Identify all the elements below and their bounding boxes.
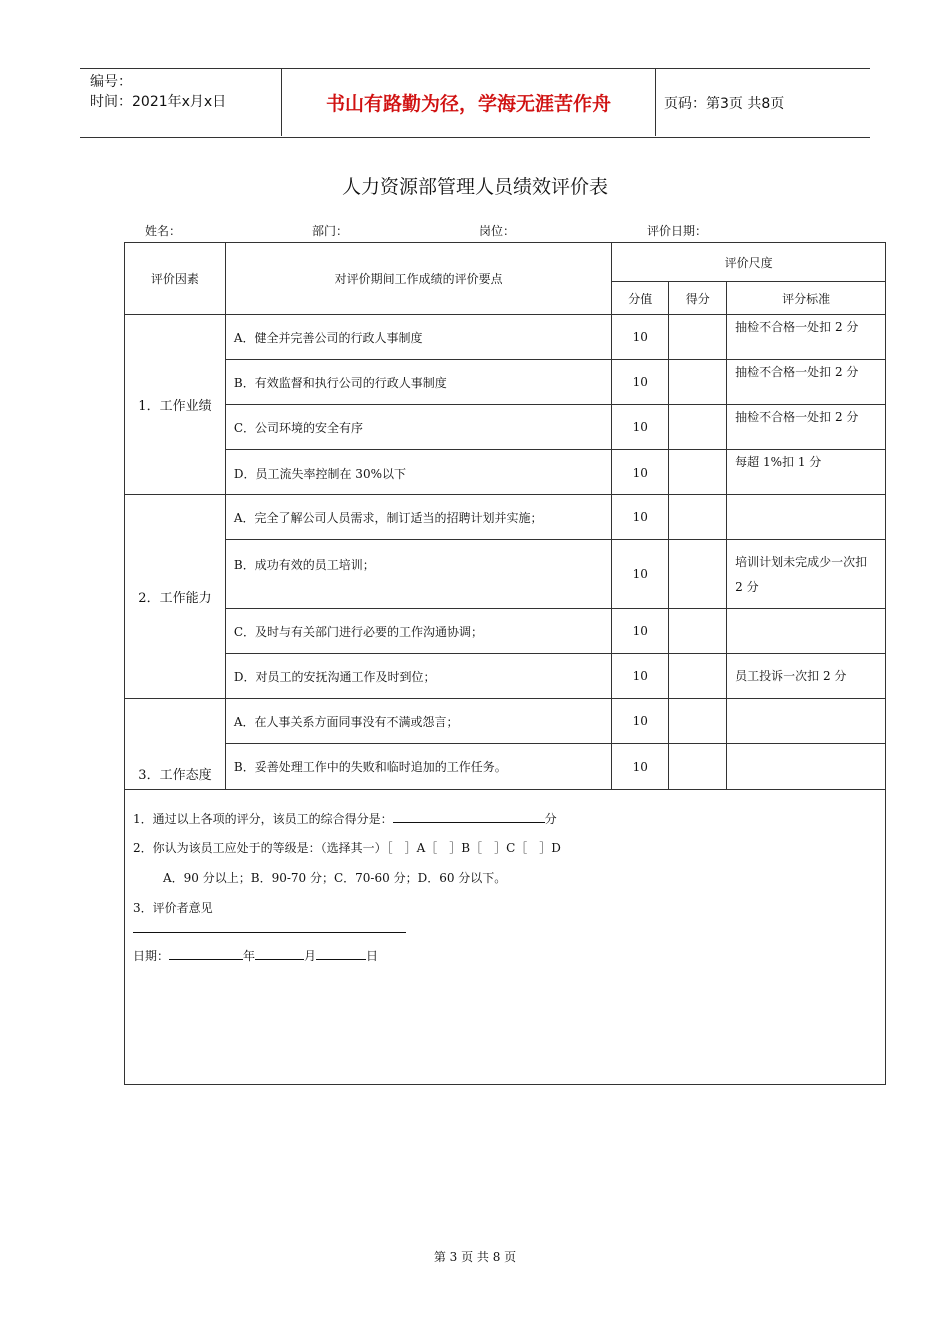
factor-cell: 2．工作能力 bbox=[125, 495, 226, 699]
score-cell: 10 bbox=[612, 360, 669, 405]
header-page-label: 页码：第3页 共8页 bbox=[664, 96, 785, 112]
point-cell: B．妥善处理工作中的失败和临时追加的工作任务。 bbox=[225, 744, 611, 790]
score-cell: 10 bbox=[612, 540, 669, 609]
year-label: 年 bbox=[243, 949, 256, 963]
point-cell: D．员工流失率控制在 30%以下 bbox=[225, 450, 611, 495]
summary-box bbox=[125, 790, 886, 1085]
header-factor: 评价因素 bbox=[125, 243, 226, 315]
got-cell[interactable] bbox=[669, 360, 727, 405]
table-row bbox=[125, 450, 886, 495]
got-cell[interactable] bbox=[669, 405, 727, 450]
point-cell: A．完全了解公司人员需求，制订适当的招聘计划并实施； bbox=[225, 495, 611, 540]
opinion-field[interactable] bbox=[133, 928, 406, 933]
day-field[interactable] bbox=[316, 945, 366, 960]
score-cell: 10 bbox=[612, 495, 669, 540]
q1-suffix: 分 bbox=[544, 812, 557, 826]
got-cell[interactable] bbox=[669, 744, 727, 790]
point-cell: C．及时与有关部门进行必要的工作沟通协调； bbox=[225, 609, 611, 654]
got-cell[interactable] bbox=[669, 495, 727, 540]
page-footer: 第 3 页 共 8 页 bbox=[433, 1250, 517, 1264]
score-cell: 10 bbox=[612, 609, 669, 654]
header-scale: 评价尺度 bbox=[612, 243, 886, 282]
point-cell: C．公司环境的安全有序 bbox=[225, 405, 611, 450]
table-row bbox=[125, 744, 886, 790]
table-row bbox=[125, 609, 886, 654]
day-label: 日 bbox=[366, 949, 379, 963]
summary-date bbox=[133, 945, 877, 975]
dept-label: 部门： bbox=[312, 224, 349, 238]
got-cell[interactable] bbox=[669, 654, 727, 699]
summary-q3: 3．评价者意见 bbox=[133, 901, 213, 915]
table-row bbox=[125, 699, 886, 744]
summary-q1 bbox=[133, 808, 877, 838]
header-meta bbox=[90, 72, 226, 112]
standard-cell: 抽检不合格一处扣 2 分 bbox=[727, 405, 886, 450]
name-label: 姓名： bbox=[145, 224, 182, 238]
year-field[interactable] bbox=[169, 945, 243, 960]
standard-cell: 抽检不合格一处扣 2 分 bbox=[727, 360, 886, 405]
standard-cell: 抽检不合格一处扣 2 分 bbox=[727, 315, 886, 360]
standard-cell: 员工投诉一次扣 2 分 bbox=[727, 654, 886, 699]
factor-cell: 1．工作业绩 bbox=[125, 315, 226, 495]
score-cell: 10 bbox=[612, 654, 669, 699]
got-cell[interactable] bbox=[669, 450, 727, 495]
got-cell[interactable] bbox=[669, 315, 727, 360]
point-cell: A．健全并完善公司的行政人事制度 bbox=[225, 315, 611, 360]
point-cell: D．对员工的安抚沟通工作及时到位； bbox=[225, 654, 611, 699]
standard-cell: 每超 1%扣 1 分 bbox=[727, 450, 886, 495]
summary-q2-options: A．90 分以上；B．90-70 分；C．70-60 分；D．60 分以下。 bbox=[163, 871, 507, 885]
post-label: 岗位： bbox=[479, 224, 516, 238]
header-divider bbox=[655, 68, 656, 136]
got-cell[interactable] bbox=[669, 609, 727, 654]
header-got: 得分 bbox=[669, 282, 727, 315]
got-cell[interactable] bbox=[669, 540, 727, 609]
month-field[interactable] bbox=[255, 945, 304, 960]
number-label: 编号： bbox=[90, 74, 132, 90]
score-cell: 10 bbox=[612, 699, 669, 744]
header-points: 对评价期间工作成绩的评价要点 bbox=[225, 243, 611, 315]
header-standard: 评分标准 bbox=[727, 282, 886, 315]
eval-date-label: 评价日期： bbox=[647, 224, 708, 238]
standard-cell bbox=[727, 609, 886, 654]
table-row bbox=[125, 315, 886, 360]
month-label: 月 bbox=[304, 949, 317, 963]
header-motto: 书山有路勤为径，学海无涯苦作舟 bbox=[325, 92, 611, 115]
standard-cell bbox=[727, 495, 886, 540]
point-cell: B．有效监督和执行公司的行政人事制度 bbox=[225, 360, 611, 405]
evaluation-table bbox=[124, 242, 886, 1085]
table-row bbox=[125, 654, 886, 699]
table-row bbox=[125, 495, 886, 540]
point-cell: B．成功有效的员工培训； bbox=[225, 540, 611, 609]
point-cell: A．在人事关系方面同事没有不满或怨言； bbox=[225, 699, 611, 744]
table-row bbox=[125, 540, 886, 609]
standard-cell: 培训计划未完成少一次扣 2 分 bbox=[727, 540, 886, 609]
summary-q2: 2．你认为该员工应处于的等级是：（选择其一）［ ］A［ ］B［ ］C［ ］D bbox=[133, 841, 561, 855]
score-cell: 10 bbox=[612, 450, 669, 495]
score-cell: 10 bbox=[612, 405, 669, 450]
date-label: 日期： bbox=[133, 949, 170, 963]
header-score: 分值 bbox=[612, 282, 669, 315]
time-label: 时间：2021年x月x日 bbox=[90, 94, 227, 110]
got-cell[interactable] bbox=[669, 699, 727, 744]
table-row bbox=[125, 405, 886, 450]
total-score-field[interactable] bbox=[393, 808, 545, 823]
document-title: 人力资源部管理人员绩效评价表 bbox=[341, 176, 608, 198]
q1-prefix: 1．通过以上各项的评分，该员工的综合得分是： bbox=[133, 812, 393, 826]
standard-cell bbox=[727, 744, 886, 790]
score-cell: 10 bbox=[612, 744, 669, 790]
standard-cell bbox=[727, 699, 886, 744]
factor-cell: 3．工作态度 bbox=[125, 699, 226, 790]
score-cell: 10 bbox=[612, 315, 669, 360]
table-row bbox=[125, 360, 886, 405]
